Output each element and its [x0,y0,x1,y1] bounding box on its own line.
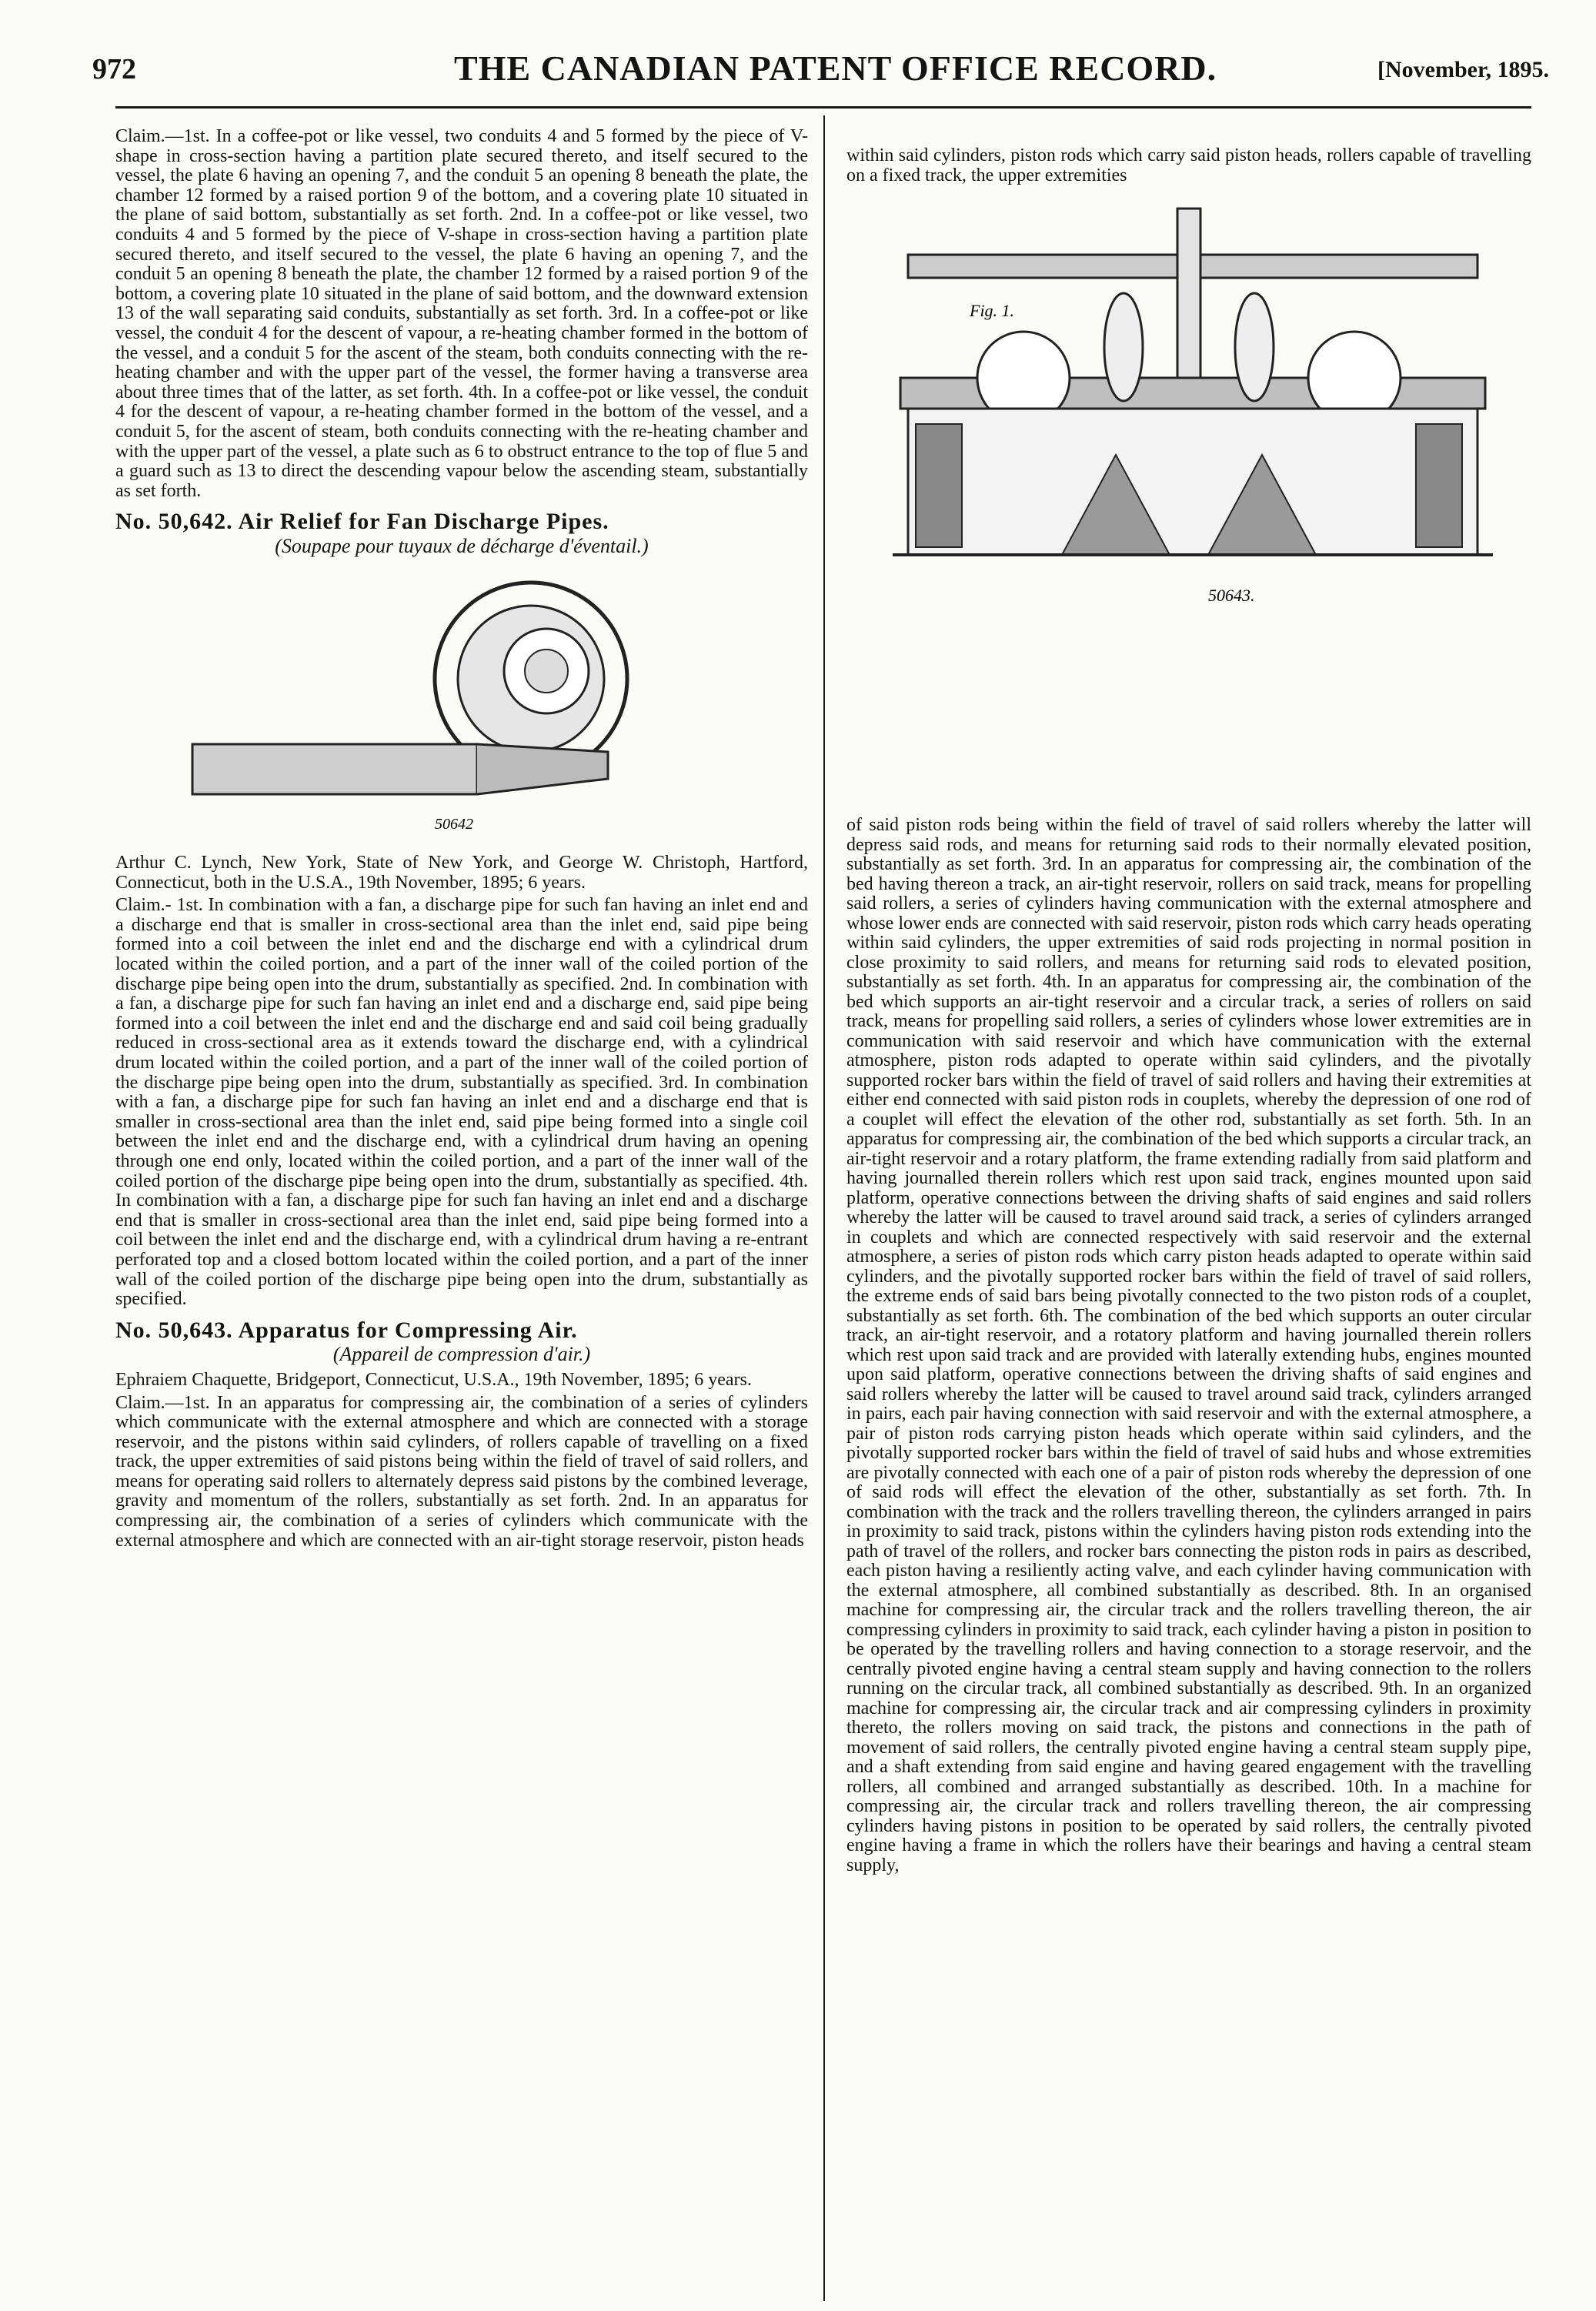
patent-applicant-50643: Ephraiem Chaquette, Bridgeport, Connecticut, U.S.A., 19th November, 1895; 6 years. [115,1369,752,1390]
patent-french-title-50643: (Appareil de compression d'air.) [332,1343,591,1366]
air-compressor-drawing [846,193,1531,624]
patent-claim-50643-continued: of said piston rods being within the field of travel of said rollers whereby the latter will depress said rods, and means for returning said rods to their normally elevated position, substantially as set forth. 3rd. In an apparatus for compressing air, the combination of the bed having thereon a track, an air-tight reservoir, rollers on said track, means for propelling said rollers, a series of cylinders having communication with the external atmosphere and whose lower ends are connected with said reservoir, piston rods which carry heads operating within said cylinders, the upper extremities of said rods projecting in normal position in close proximity to said rollers, and means for returning said rods to elevated position, substantially as set forth. 4th. In an apparatus for compressing air, the combination of the bed which supports an air-tight reservoir and a circular track, a series of rollers on said track, means for propelling said rollers, a series of cylinders whose lower extremities are in communication with said reservoir and which have communication with the external atmosphere, piston rods adapted to operate within said cylinders, and the pivotally supported rocker bars within the field of travel of said rollers and having their extremities at either end connected with said piston rods in couplets, whereby the depression of one rod of a couplet will effect the elevation of the other rod, substantially as set forth. 5th. In an apparatus for compressing air, the combination of the bed which supports a circular track, an air-tight reservoir and a rotary platform, the frame extending radially from said platform and having journalled therein rollers which rest upon said track, engines mounted upon said platform, operative connections between the driving shafts of said engines and said rollers whereby the latter will be caused to travel around said track, a series of cylinders arranged in couplets and which are connected respectively with said reservoir and the external atmosphere, a series of piston rods which carry piston heads adapted to operate within said cylinders, and the pivotally supported rocker bars within the field of travel of said rollers, the extreme ends of said bars being pivotally connected to the two piston rods of a couplet, substantially as set forth. 6th. The combination of the bed which supports an outer circular track, an air-tight reservoir, and a rotatory platform and having journalled therein rollers which rest upon said track and are provided with laterally extending hubs, engines mounted upon said platform, operative connections between the driving shafts of said engines and said rollers whereby the latter will be caused to travel around said track, cylinders arranged in pairs, each pair having connection with said reservoir and with the external atmosphere, a pair of piston rods carrying piston heads which operate within said cylinders, and the pivotally supported rocker bars within the field of travel of said hubs and whose extremities are pivotally connected with each one of a pair of piston rods whereby the depression of one of said rods will effect the elevation of the other, substantially as set forth. 7th. In combination with the track and the rollers travelling thereon, the cylinders arranged in pairs in proximity to said track, pistons within the cylinders having piston rods extending into the path of travel of the rollers, and rocker bars connecting the piston rods in pairs as described, each piston having a resiliently acting valve, and each cylinder having communication with the external atmosphere, all combined substantially as described. 8th. In an organised machine for compressing air, the circular track and the rollers travelling thereon, the air compressing cylinders in proximity to said track, each cylinder having a piston in position to be operated by the travelling rollers and having connection to a storage reservoir, and the centrally pivoted engine having a central steam supply and having connection to the rollers running on the circular track, all combined substantially as described. 9th. In an organized machine for compressing air, the circular track and air compressing cylinders in proximity thereto, the rollers moving on said track, the pistons and connections in the path of movement of said rollers, the centrally pivoted engine having a central steam supply pipe, and a shaft extending from said engine and having geared engagement with the travelling rollers, all combined and arranged substantially as described. 10th. In a machine for compressing air, the circular track and rollers travelling thereon, the air compressing cylinders having pistons in position to be operated by said rollers, the centrally pivoted engine having a frame in which the rollers have their bearings and having a central steam supply, [846,815,1531,1875]
patent-french-title-50642: (Soupape pour tuyaux de décharge d'éventail.) [275,534,649,557]
fan-pipe-drawing [115,563,808,840]
patent-claim-50642: Claim.- 1st. In combination with a fan, a discharge pipe for such fan having an inlet end and a discharge end that is smaller in cross-sectional area than the inlet end, said pipe being formed into a coil between the inlet end and the discharge end with a cylindrical drum located within the coiled portion, and a part of the inner wall of the coiled portion of the discharge pipe being open into the drum, substantially as specified. 2nd. In combination with a fan, a discharge pipe for such fan having an inlet end and a discharge end, said pipe being formed into a coil between the inlet end and the discharge end and said coil being gradually reduced in cross-sectional area as it extends toward the discharge end, with a cylindrical drum located within the coiled portion, and a part of the inner wall of the coiled portion of the discharge pipe being open into the drum, substantially as specified. 3rd. In combination with a fan, a discharge pipe for such fan having an inlet end and a discharge end that is smaller in cross-sectional area than the inlet end, said pipe being formed into a single coil between the inlet end and the discharge end, with a cylindrical drum having an opening through one end only, located within the coiled portion, and a part of the inner wall of the coiled portion of the discharge pipe being open into the drum, substantially as specified. 4th. In combination with a fan, a discharge pipe for such fan having an inlet end and a discharge end that is smaller in cross-sectional area than the inlet end, said pipe being formed into a coil between the inlet end and the discharge end, with a cylindrical drum having a re-entrant perforated top and a closed bottom located within the coiled portion, and a part of the inner wall of the coiled portion of the discharge pipe being open into the drum, substantially as specified. [115,895,808,1310]
column-divider [823,115,825,2301]
claim-text-coffee-pot: Claim.—1st. In a coffee-pot or like vessel, two conduits 4 and 5 formed by the piece of V-shape in cross-section having a partition plate secured thereto, and itself secured to the vessel, the plate 6 having an opening 7, and the conduit 5 an opening 8 beneath the plate, the chamber 12 formed by a raised portion 9 of the bottom, and a covering plate 10 situated in the plane of said bottom, substantially as set forth. 2nd. In a coffee-pot or like vessel, two conduits 4 and 5 formed by the piece of V-shape in cross-section having a partition plate secured thereto, and itself secured to the vessel, the plate 6 having an opening 7, and the conduit 5 an opening 8 beneath the plate, the chamber 12 formed by a raised portion 9 of the bottom, a covering plate 10 situated in the plane of said bottom, and the downward extension 13 of the wall separating said conduits, substantially as set forth. 3rd. In a coffee-pot or like vessel, the conduit 4 for the descent of vapour, a re-heating chamber formed in the bottom of the vessel, and a conduit 5 for the ascent of the steam, both conduits connecting with the re-heating chamber and with the upper part of the vessel, the former having a transverse area about three times that of the latter, as set forth. 4th. In a coffee-pot or like vessel, the conduit 4 for the descent of vapour, a re-heating chamber formed in the bottom of the vessel, and a conduit 5, for the ascent of steam, both conduits connecting with the re-heating chamber and with the upper part of the vessel, a plate such as 6 to obstruct entrance to the top of flue 5 and a guard such as 13 to direct the descending vapour below the ascending steam, substantially as set forth. [115,126,808,501]
right-column-body [846,816,1531,1875]
issue-date: [November, 1895. [1377,57,1550,82]
fig-1-label: Fig. 1. [970,301,1015,321]
page-header [0,48,1596,94]
air-compressor-figure [846,193,1531,630]
claim-continuation-top: within said cylinders, piston rods which carry said piston heads, rollers capable of travelling on a fixed track, the upper extremities [846,145,1531,185]
publication-title: THE CANADIAN PATENT OFFICE RECORD. [454,48,1217,88]
patent-heading-50643: No. 50,643. Apparatus for Compressing Air. [115,1317,578,1343]
left-column [115,127,808,1554]
patent-claim-50643: Claim.—1st. In an apparatus for compressing air, the combination of a series of cylinders which communicate with the external atmosphere and which are connected with a storage reservoir, and the pistons within said cylinders, of rollers capable of travelling on a fixed track, the upper extremities of said pistons being within the field of travel of said rollers, and means for operating said rollers to alternately depress said pistons by the combined leverage, gravity and momentum of the rollers, substantially as set forth. 2nd. In an apparatus for compressing air, the combination of a series of cylinders which communicate with the external atmosphere and which are connected with an air-tight storage reservoir, piston heads [115,1392,808,1551]
compressor-figure-number: 50643. [1208,586,1255,606]
patent-applicant-50642: Arthur C. Lynch, New York, State of New York, and George W. Christoph, Hartford, Connecticut, both in the U.S.A., 19th November, 1895; 6 years. [115,853,808,893]
patent-heading-50642: No. 50,642. Air Relief for Fan Discharge Pipes. [115,509,609,535]
page-number: 972 [92,53,136,85]
header-rule [115,106,1531,109]
right-column [846,146,1531,637]
fan-figure-number: 50642 [435,816,473,833]
fan-pipe-figure [115,563,808,846]
